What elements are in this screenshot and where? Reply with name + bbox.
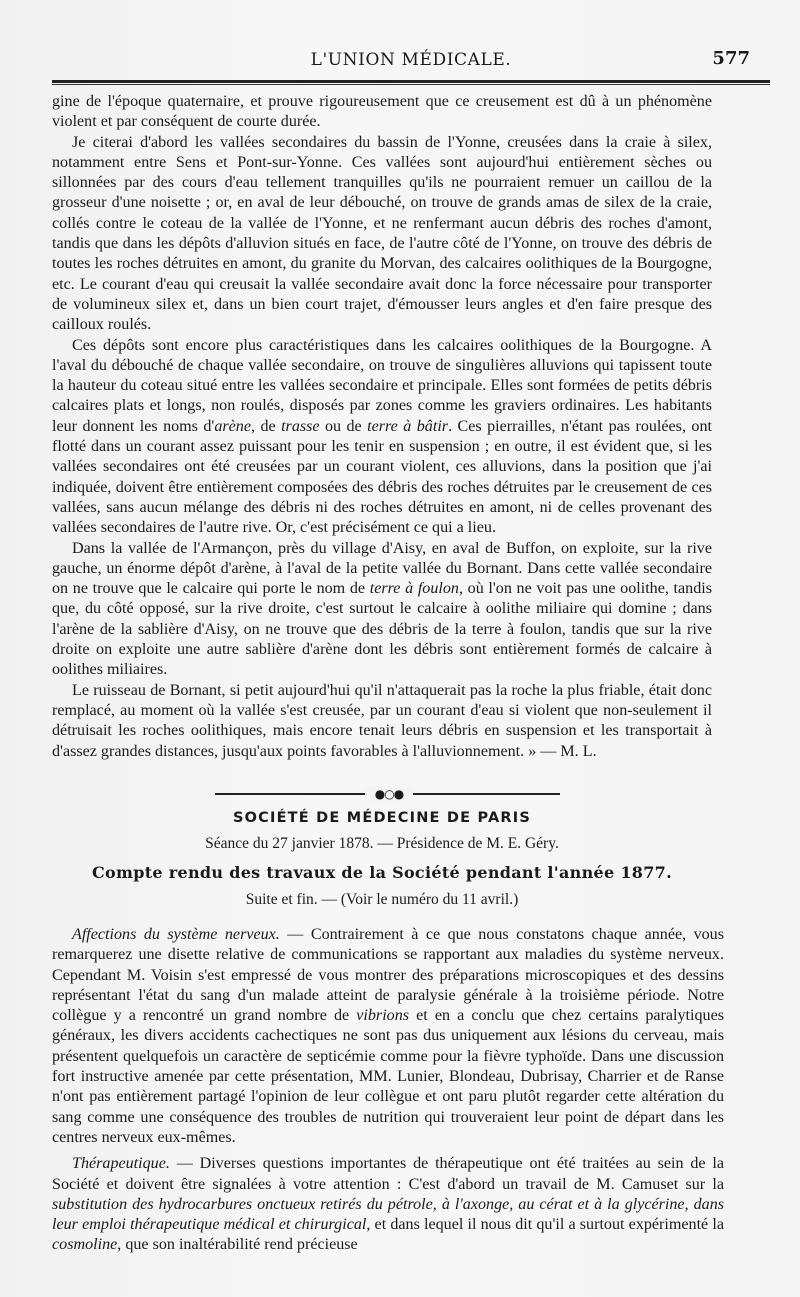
paragraph-1: gine de l'époque quaternaire, et prouve rigoureusement que ce creusement est dû à un phénomène violent et par conséquent de courte durée. [52,93,712,131]
term-cosmoline: cosmoline [52,1236,118,1254]
running-title: L'UNION MÉDICALE. [310,50,512,70]
paragraph-3-text: Ces dépôts sont encore plus caractéristiques dans les calcaires oolithiques de la Bourgogne. A l'aval du débouché de chaque vallée secondaire, on trouve de singulières alluvions qui tapissent toute la hauteur du coteau situé entre les vallées secondaire et principale. Elles sont formées de petits débris calcaires plats et longs, non roulés, disposés par zones comme les graviers ordinaires. Les habitants leur donnent les noms d' [52,336,712,435]
paragraph-2: Je citerai d'abord les vallées secondaires du bassin de l'Yonne, creusées dans la craie à silex, notamment entre Sens et Pont-sur-Yonne. Ces vallées sont aujourd'hui entièrement sèches ou sillonnées par des cours d'eau tellement tranquilles qu'ils ne pourraient remuer un caillou de la grosseur d'une noisette ; or, en aval de leur débouché, on trouve de grands amas de silex de la craie, collés contre le coteau de la vallée de l'Yonne, et ne renfermant aucun débris des roches d'amont, tandis que dans les dépôts d'alluvion situés en face, de l'autre côté de l'Yonne, on trouve des débris de toutes les roches détruites en amont, du granite du Morvan, des calcaires oolithiques de la Bourgogne, etc. Le courant d'eau qui creusait la vallée secondaire avait donc la force nécessaire pour transporter de volumineux silex et, dans un bien court trajet, d'émousser leurs angles et d'en faire presque des cailloux roulés. [52,133,712,334]
affections-text-2: et en a conclu que chez certains paralytiques généraux, les divers accidents cachectiques ne sont pas dus uniquement aux lésions du cerveau, mais présentent quelquefois un caractère de septicémie comme pour la fièvre typhoïde. Dans une discussion fort instructive amenée par cette présentation, MM. Lunier, Blondeau, Dubrisay, Charrier et de Ranse n'ont pas entièrement partagé l'opinion de leur collègue et ont paru plutôt regarder cette altération du sang comme une conséquence des troubles de nutrition qui trouveraient leur point de départ dans les centres nerveux eux-mêmes. [52,1007,724,1146]
ornament-knot-icon: ●○● [365,787,413,801]
term-terre-a-foulon: terre à foulon [369,580,459,598]
paragraph-4-text: Dans la vallée de l'Armançon, près du village d'Aisy, en aval de Buffon, on exploite, sur la rive gauche, un énorme dépôt d'arène, à l'aval de la petite vallée du Bornant. Dans cette vallée secondaire on ne trouve que le calcaire qui porte le nom de [52,539,712,598]
header-rule-thin [52,84,770,85]
term-terre-a-batir: terre à bâtir [367,417,449,435]
suite-note: Suite et fin. — (Voir le numéro du 11 avril.) [245,891,519,908]
term-trasse: trasse [281,417,320,435]
paragraph-4-rest: , où l'on ne voit pas une oolithe, tandis que, du côté opposé, sur la rive droite, c'est surtout le calcaire à oolithe miliaire qui domine ; dans l'arène de la sablière d'Aisy, on ne trouve que des débris de la terre à foulon, tandis que sur la rive droite on exploite une autre sablière d'arène dont les débris sont entièrement formés de calcaire à oolithes miliaires. [52,580,712,679]
page-header [52,44,770,74]
session-line: Séance du 27 janvier 1878. — Présidence de M. E. Géry. [205,835,559,852]
term-vibrions: vibrions [356,1007,410,1025]
article-continuation [52,92,712,762]
heading-affections: Affections du système nerveux. [72,926,280,943]
paragraph-therapeutique [52,1154,724,1255]
society-report-body [52,925,724,1256]
report-title: Compte rendu des travaux de la Société pendant l'année 1877. [92,863,672,882]
paragraph-5: Le ruisseau de Bornant, si petit aujourd'hui qu'il n'attaquerait pas la roche la plus friable, était donc remplacé, au moment où la vallée s'est creusée, par un courant d'eau si violent que non-seulement il détruisait les roches oolithiques, mais encore tenait leurs débris en suspension et les transportait à d'assez grandes distances, jusqu'aux points favorables à l'alluvionnement. » — M. L. [52,681,712,760]
affections-text-1: — Contrairement à ce que nous constatons chaque année, vous remarquerez une disette relative de communications se rapportant aux maladies du système nerveux. Cependant M. Voisin s'est empressé de vous montrer des préparations microscopiques et des dessins représentant l'état du sang d'un malade atteint de paralysie générale à la troisième période. Notre collègue y a rencontré un grand nombre de [52,926,724,1025]
header-rule [52,80,770,83]
term-arene: arène [214,417,251,435]
paragraph-affections [52,925,724,1148]
page-number: 577 [712,48,750,69]
therapeutique-text-2: , et dans lequel il nous dit qu'il a surtout expérimenté la [366,1216,724,1234]
society-section-heading [52,808,712,909]
society-title: SOCIÉTÉ DE MÉDECINE DE PARIS [232,810,532,826]
section-ornament [215,787,560,801]
therapeutique-text-3: , que son inaltérabilité rend précieuse [117,1236,358,1254]
term-substitution: substitution des hydrocarbures onctueux retirés du pétrole, à l'axonge, au cérat et à la glycérine, dans leur emploi thérapeutique médical et chirurgical [52,1195,724,1234]
heading-therapeutique: Thérapeutique. [72,1155,170,1173]
paragraph-3-rest: . Ces pierrailles, n'étant pas roulées, ont flotté dans un courant assez puissant pour les tenir en suspension ; en outre, il est évident que, si les vallées secondaires ont été creusées par un courant violent, ces alluvions, dans la position que j'ai indiquée, doivent être entièrement composées des débris des roches détruites par le creusement de ces vallées, sans aucun mélange des débris ni des roches détruites en amont, ni de celles provenant des vallées secondaires de l'autre rive. Or, c'est précisément ce qui a lieu. [52,417,712,537]
therapeutique-text-1: — Diverses questions importantes de thérapeutique ont été traitées au sein de la Société et doivent être signalées à votre attention : C'est d'abord un travail de M. Camuset sur la [52,1155,724,1193]
sep-1: , de [250,417,282,435]
sep-2: ou de [319,417,368,435]
paragraph-4 [52,539,712,681]
paragraph-3 [52,336,712,539]
